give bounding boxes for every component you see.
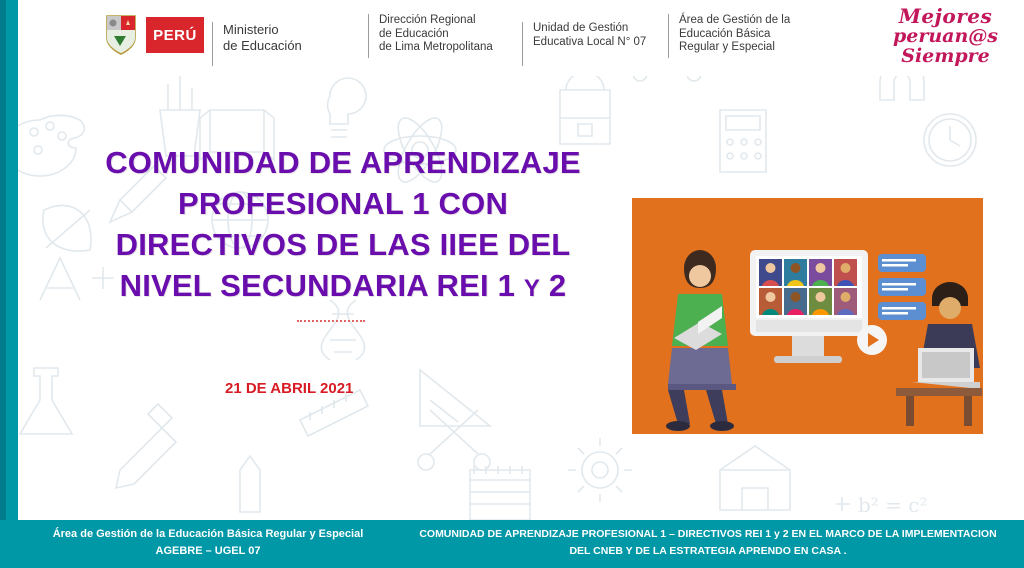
footer-right-text [400, 526, 1016, 560]
brand-line-1: Mejores [898, 4, 993, 28]
ugel-line-1: Unidad de Gestión [533, 22, 629, 34]
svg-text:b² = c²: b² = c² [858, 493, 928, 517]
page-title [60, 142, 626, 309]
brand-line-3: Siempre [901, 45, 990, 67]
title-line-3: DIRECTIVOS DE LAS IIEE DEL [115, 227, 571, 262]
title-line-4-number: 2 [548, 268, 567, 303]
regional-direction-label [368, 14, 493, 58]
title-line-4-conjunction: Y [523, 275, 541, 302]
footer-left-line-1: Área de Gestión de la Educación Básica Regular y Especial [52, 528, 364, 540]
regional-line-3: de Lima Metropolitana [379, 41, 493, 53]
videoconference-illustration [632, 198, 983, 434]
footer [0, 520, 1024, 568]
ministry-of-education-label [212, 22, 302, 66]
regional-line-2: de Educación [379, 27, 449, 40]
ministry-line-1: Ministerio [223, 22, 279, 37]
agebre-label [668, 14, 790, 58]
regional-line-1: Dirección Regional [379, 14, 476, 26]
agebre-line-1: Área de Gestión de la [679, 14, 791, 26]
brand-line-2: peruan@s [892, 25, 998, 47]
ministry-line-2: de Educación [223, 38, 302, 53]
peru-coat-of-arms-icon [104, 12, 138, 56]
ugel-label [522, 22, 646, 66]
title-line-2: PROFESIONAL 1 CON [177, 186, 509, 221]
title-line-1: COMUNIDAD DE APRENDIZAJE [105, 145, 581, 180]
title-line-4-main: NIVEL SECUNDARIA REI 1 [119, 268, 516, 303]
footer-left-text [18, 526, 398, 560]
footer-left-line-2: AGEBRE – UGEL 07 [155, 545, 261, 557]
left-accent-strip-dark [0, 0, 6, 568]
agebre-line-2: Educación Básica [679, 27, 771, 40]
mejores-peruanos-siempre-logo [893, 6, 998, 66]
ugel-line-2: Educativa Local N° 07 [533, 35, 647, 48]
footer-right-line-2: DEL CNEB Y DE LA ESTRATEGIA APRENDO EN CASA . [569, 545, 847, 557]
peru-label: PERÚ [146, 17, 204, 53]
footer-right-line-1: COMUNIDAD DE APRENDIZAJE PROFESIONAL 1 – DIRECTIVOS REI 1 y 2 EN EL MARCO DE LA IMPLEMENTACION [419, 528, 997, 540]
title-line-4 [60, 265, 626, 309]
agebre-line-3: Regular y Especial [679, 41, 775, 53]
date-label: 21 DE ABRIL 2021 [225, 380, 354, 397]
title-spellcheck-underline [297, 318, 365, 322]
